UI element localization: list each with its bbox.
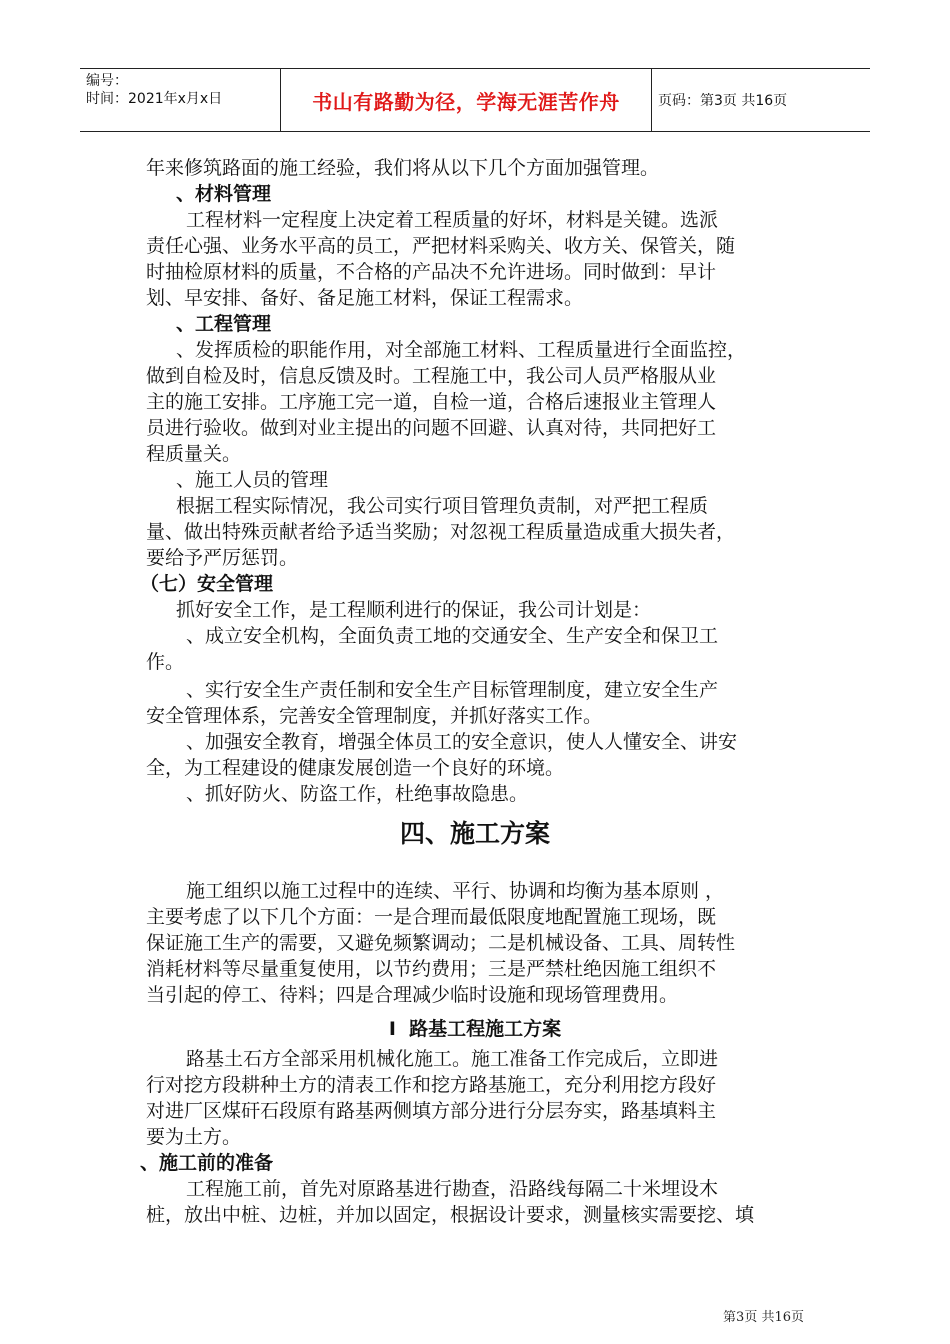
heading-engineering: 、工程管理 — [176, 313, 272, 335]
paragraph-line: 程质量关。 — [146, 443, 242, 465]
paragraph-line: 、抓好防火、防盗工作，杜绝事故隐患。 — [186, 783, 529, 805]
paragraph-line: 路基土石方全部采用机械化施工。施工准备工作完成后，立即进 — [186, 1048, 719, 1070]
doc-number-label: 编号： — [86, 73, 128, 89]
date-label: 时间：2021年x月x日 — [86, 91, 223, 107]
paragraph-line: 做到自检及时，信息反馈及时。工程施工中，我公司人员严格服从业 — [146, 365, 717, 387]
paragraph-line: 保证施工生产的需要，又避免频繁调动；二是机械设备、工具、周转性 — [146, 932, 736, 954]
paragraph-line: 、发挥质检的职能作用，对全部施工材料、工程质量进行全面监控， — [176, 339, 747, 361]
paragraph-line: 要给予严厉惩罚。 — [146, 547, 299, 569]
paragraph-line: 消耗材料等尽量重复使用，以节约费用；三是严禁杜绝因施工组织不 — [146, 958, 717, 980]
paragraph-line: 主要考虑了以下几个方面：一是合理而最低限度地配置施工现场，既 — [146, 906, 717, 928]
paragraph-line: 根据工程实际情况，我公司实行项目管理负责制，对严把工程质 — [176, 495, 709, 517]
heading-materials: 、材料管理 — [176, 183, 272, 205]
subsection-title: Ⅰ 路基工程施工方案 — [388, 1018, 562, 1040]
paragraph-line: 员进行验收。做到对业主提出的问题不回避、认真对待，共同把好工 — [146, 417, 717, 439]
heading-safety: （七）安全管理 — [140, 573, 274, 595]
paragraph-line: 当引起的停工、待料；四是合理减少临时设施和现场管理费用。 — [146, 984, 679, 1006]
page-footer: 第3页 共16页 — [723, 1310, 804, 1325]
paragraph-line: 工程材料一定程度上决定着工程质量的好坏，材料是关键。选派 — [186, 209, 719, 231]
paragraph-line: 全，为工程建设的健康发展创造一个良好的环境。 — [146, 757, 565, 779]
paragraph-line: 量、做出特殊贡献者给予适当奖励；对忽视工程质量造成重大损失者， — [146, 521, 736, 543]
paragraph-line: 工程施工前，首先对原路基进行勘查，沿路线每隔二十米埋设木 — [186, 1178, 719, 1200]
paragraph-line: 行对挖方段耕种土方的清表工作和挖方路基施工，充分利用挖方段好 — [146, 1074, 717, 1096]
paragraph-line: 划、早安排、备好、备足施工材料，保证工程需求。 — [146, 287, 584, 309]
paragraph-line: 年来修筑路面的施工经验，我们将从以下几个方面加强管理。 — [146, 157, 660, 179]
paragraph-line: 时抽检原材料的质量，不合格的产品决不允许进场。同时做到：早计 — [146, 261, 717, 283]
section-title: 四、施工方案 — [399, 819, 550, 848]
paragraph-line: 对进厂区煤矸石段原有路基两侧填方部分进行分层夯实，路基填料主 — [146, 1100, 717, 1122]
paragraph-line: 要为土方。 — [146, 1126, 242, 1148]
paragraph-line: 施工组织以施工过程中的连续、平行、协调和均衡为基本原则 ， — [186, 880, 725, 902]
paragraph-line: 、加强安全教育，增强全体员工的安全意识，使人人懂安全、讲安 — [186, 731, 738, 753]
paragraph-line: 抓好安全工作，是工程顺利进行的保证，我公司计划是： — [176, 599, 652, 621]
heading-preparation: 、施工前的准备 — [140, 1152, 274, 1174]
heading-personnel: 、施工人员的管理 — [176, 469, 329, 491]
header-motto-cell — [280, 69, 652, 131]
page-header — [80, 68, 870, 132]
paragraph-line: 作。 — [146, 651, 185, 673]
header-page-info: 页码：第3页 共16页 — [658, 93, 788, 109]
paragraph-line: 、实行安全生产责任制和安全生产目标管理制度，建立安全生产 — [186, 679, 719, 701]
paragraph-line: 主的施工安排。工序施工完一道，自检一道，合格后速报业主管理人 — [146, 391, 717, 413]
paragraph-line: 桩，放出中桩、边桩，并加以固定，根据设计要求，测量核实需要挖、填 — [146, 1204, 755, 1226]
motto: 书山有路勤为径，学海无涯苦作舟 — [312, 89, 620, 114]
paragraph-line: 安全管理体系，完善安全管理制度，并抓好落实工作。 — [146, 705, 603, 727]
paragraph-line: 、成立安全机构，全面负责工地的交通安全、生产安全和保卫工 — [186, 625, 719, 647]
header-meta — [80, 69, 280, 131]
paragraph-line: 责任心强、业务水平高的员工，严把材料采购关、收方关、保管关，随 — [146, 235, 736, 257]
